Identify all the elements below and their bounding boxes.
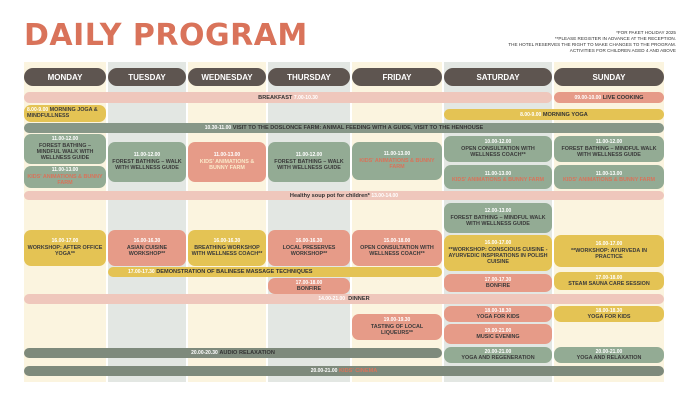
wednesday-workshop — [188, 230, 266, 266]
event-label: VISIT TO THE DOSLONCE FARM: ANIMAL FEEDING WITH A GUIDE, VISIT TO THE HENHOUSE — [232, 125, 484, 131]
monday-workshop — [24, 230, 106, 266]
monday-kids-animations — [24, 166, 106, 188]
sunday-kids-animations — [554, 165, 664, 189]
event-time: 7.00-10.30 — [293, 94, 318, 101]
saturday-yoga-for-kids — [444, 306, 552, 322]
monday-forest-bathing — [24, 134, 106, 164]
live-cooking-bar — [554, 92, 664, 103]
day-header-sunday: SUNDAY — [554, 68, 664, 86]
event-time: 11.00-13.00 — [484, 170, 512, 177]
note-line: THE HOTEL RESERVES THE RIGHT TO MAKE CHANGES TO THE PROGRAM. — [508, 42, 676, 47]
event-time: 11.00-13.00 — [383, 151, 411, 158]
event-label: KIDS' ANIMATIONS & BUNNY FARM — [563, 177, 655, 183]
event-label: FOREST BATHING – MINDFUL WALK WITH WELLNESS GUIDE — [561, 145, 657, 159]
sunday-steam-sauna — [554, 272, 664, 290]
massage-demo-bar — [108, 267, 442, 277]
tuesday-workshop — [108, 230, 186, 266]
event-time: 16.00-16.30 — [213, 238, 241, 245]
notes — [476, 30, 676, 54]
kids-cinema-bar — [24, 366, 664, 376]
event-label: Healthy soup pot for children* — [289, 192, 370, 199]
event-label: WORKSHOP: AFTER OFFICE YOGA** — [27, 244, 103, 258]
event-time: 17.00-18.00 — [595, 274, 623, 281]
event-label: BREATHING WORKSHOP WITH WELLNESS COACH** — [191, 244, 263, 258]
column-bg — [188, 62, 266, 382]
event-label: LIVE COOKING — [602, 94, 644, 101]
saturday-consultation — [444, 136, 552, 162]
event-time: 11.00-12.00 — [51, 136, 79, 143]
event-time: 19.00-19.30 — [383, 317, 411, 324]
event-time: 10.30-11.00 — [204, 125, 232, 131]
event-label: FOREST BATHING – MINDFUL WALK WITH WELLNESS GUIDE — [450, 214, 546, 228]
note-line: *FOR PAKET HOLIDAY 2025 — [616, 30, 676, 35]
friday-tasting — [352, 314, 442, 340]
event-time: 16.00-17.00 — [484, 240, 512, 247]
sunday-yoga-for-kids — [554, 306, 664, 322]
event-time: 11.00-12.00 — [595, 139, 623, 146]
event-time: 13.00-14.00 — [371, 192, 399, 199]
event-label: STEAM SAUNA CARE SESSION — [568, 281, 650, 287]
schedule-grid — [24, 62, 664, 382]
event-time: 11.00-13.00 — [51, 167, 79, 174]
event-label: MORNING YOGA — [542, 111, 588, 118]
friday-consultation — [352, 230, 442, 266]
event-label: MUSIC EVENING — [476, 334, 520, 340]
event-time: 17.00-18.00 — [295, 279, 323, 286]
event-time: 11.00-12.00 — [295, 152, 323, 159]
sunday-yoga-relaxation — [554, 347, 664, 363]
event-label: YOGA FOR KIDS — [476, 314, 520, 320]
day-header-friday: FRIDAY — [352, 68, 442, 86]
event-time: 17.00-17.30 — [484, 276, 512, 283]
thursday-forest-bathing — [268, 142, 350, 182]
note-line: ACTIVITIES FOR CHILDREN AGED 4 AND ABOVE — [569, 48, 676, 53]
column-bg — [268, 62, 350, 382]
saturday-bonfire — [444, 274, 552, 292]
saturday-yoga-regeneration — [444, 347, 552, 363]
event-label: **WORKSHOP: AYURVEDA IN PRACTICE — [571, 247, 647, 261]
event-label: YOGA FOR KIDS — [587, 314, 631, 320]
event-time: 11.00-13.00 — [595, 170, 623, 177]
monday-morning-yoga — [24, 105, 106, 122]
event-label: BONFIRE — [485, 283, 511, 289]
event-time: 19.00-21.00 — [484, 327, 512, 334]
event-label: KIDS' ANIMATIONS & BUNNY FARM — [359, 157, 435, 171]
event-time: 12.00-13.00 — [484, 208, 512, 215]
event-time: 10.00-12.00 — [484, 139, 512, 146]
event-label: KIDS' ANIMATIONS & BUNNY FARM — [452, 177, 544, 183]
event-time: 09.00-10.00 — [574, 94, 602, 101]
event-time: 14.00-21.00 — [318, 296, 346, 302]
event-label: BONFIRE — [296, 286, 322, 292]
event-label: ASIAN CUISINE WORKSHOP** — [126, 244, 168, 258]
event-label: YOGA AND RELAXATION — [576, 355, 642, 361]
event-time: 16.00-16.30 — [295, 238, 323, 245]
event-label: DINNER — [348, 296, 370, 302]
event-time: 16.00-16.30 — [133, 238, 161, 245]
event-time: 8.00-9.00 — [27, 107, 49, 113]
event-label: MORNING JOGA & MINDFULLNESS — [27, 107, 98, 120]
saturday-workshop — [444, 235, 552, 271]
event-label: FOREST BATHING – MINDFUL WALK WITH WELLNESS GUIDE — [36, 142, 94, 162]
audio-relaxation-bar — [24, 348, 442, 358]
event-time: 18.00-18.30 — [484, 307, 512, 314]
event-label: FOREST BATHING – WALK WITH WELLNESS GUIDE — [112, 158, 182, 172]
dinner-bar — [24, 294, 664, 304]
day-header-wednesday: WEDNESDAY — [188, 68, 266, 86]
tuesday-forest-bathing — [108, 142, 186, 182]
event-label: **WORKSHOP: CONSCIOUS CUISINE - AYURVEDIC INSPIRATIONS IN POLISH CUISINE — [448, 246, 548, 266]
event-label: KIDS' ANIMATIONS & BUNNY FARM — [199, 158, 255, 172]
event-time: 16.00-17.00 — [595, 241, 623, 248]
day-header-thursday: THURSDAY — [268, 68, 350, 86]
event-label: TASTING OF LOCAL LIQUEURS** — [370, 323, 424, 337]
friday-kids-animations — [352, 142, 442, 180]
day-header-tuesday: TUESDAY — [108, 68, 186, 86]
farm-visit-bar — [24, 123, 664, 133]
sunday-workshop — [554, 235, 664, 267]
event-label: YOGA AND REGENERATION — [461, 355, 535, 361]
page-title: DAILY PROGRAM — [24, 18, 308, 53]
event-label: KIDS' ANIMATIONS & BUNNY FARM — [27, 173, 103, 187]
thursday-workshop — [268, 230, 350, 266]
event-time: 16.00-17.00 — [51, 238, 79, 245]
event-time: 20.00-20.30 — [191, 350, 218, 356]
saturday-music-evening — [444, 324, 552, 344]
thursday-bonfire — [268, 278, 350, 294]
event-label: LOCAL PRESERVES WORKSHOP** — [282, 244, 336, 258]
event-time: 11.00-13.00 — [213, 152, 241, 159]
event-time: 8.00-9.00 — [520, 111, 542, 118]
event-label: OPEN CONSULTATION WITH WELLNESS COACH** — [461, 145, 535, 159]
event-label: DEMONSTRATION OF BALINESE MASSAGE TECHNIQUES — [156, 269, 313, 275]
saturday-kids-animations — [444, 165, 552, 189]
day-header-saturday: SATURDAY — [444, 68, 552, 86]
event-label: OPEN CONSULTATION WITH WELLNESS COACH** — [360, 244, 434, 258]
column-bg — [108, 62, 186, 382]
soup-bar — [24, 191, 664, 200]
day-header-monday: MONDAY — [24, 68, 106, 86]
wednesday-kids-animations — [188, 142, 266, 182]
event-time: 20.00-21.00 — [595, 348, 623, 355]
event-time: 17.00-17.30 — [128, 269, 155, 275]
event-label: AUDIO RELAXATION — [219, 350, 275, 356]
breakfast-bar — [24, 92, 552, 103]
event-time: 20.00-21.00 — [310, 368, 338, 374]
event-time: 15.00-18.00 — [383, 238, 411, 245]
note-line: **PLEASE REGISTER IN ADVANCE AT THE RECEPTION. — [554, 36, 676, 41]
sunday-forest-bathing — [554, 136, 664, 162]
morning-yoga-bar — [444, 109, 664, 120]
event-label: KIDS' CINEMA — [338, 368, 378, 374]
event-time: 11.00-12.00 — [133, 152, 161, 159]
event-time: 18.00-18.30 — [595, 307, 623, 314]
saturday-forest-bathing — [444, 203, 552, 233]
event-time: 20.00-21.00 — [484, 348, 512, 355]
event-label: BREAKFAST — [258, 94, 293, 101]
event-label: FOREST BATHING – WALK WITH WELLNESS GUIDE — [274, 158, 344, 172]
